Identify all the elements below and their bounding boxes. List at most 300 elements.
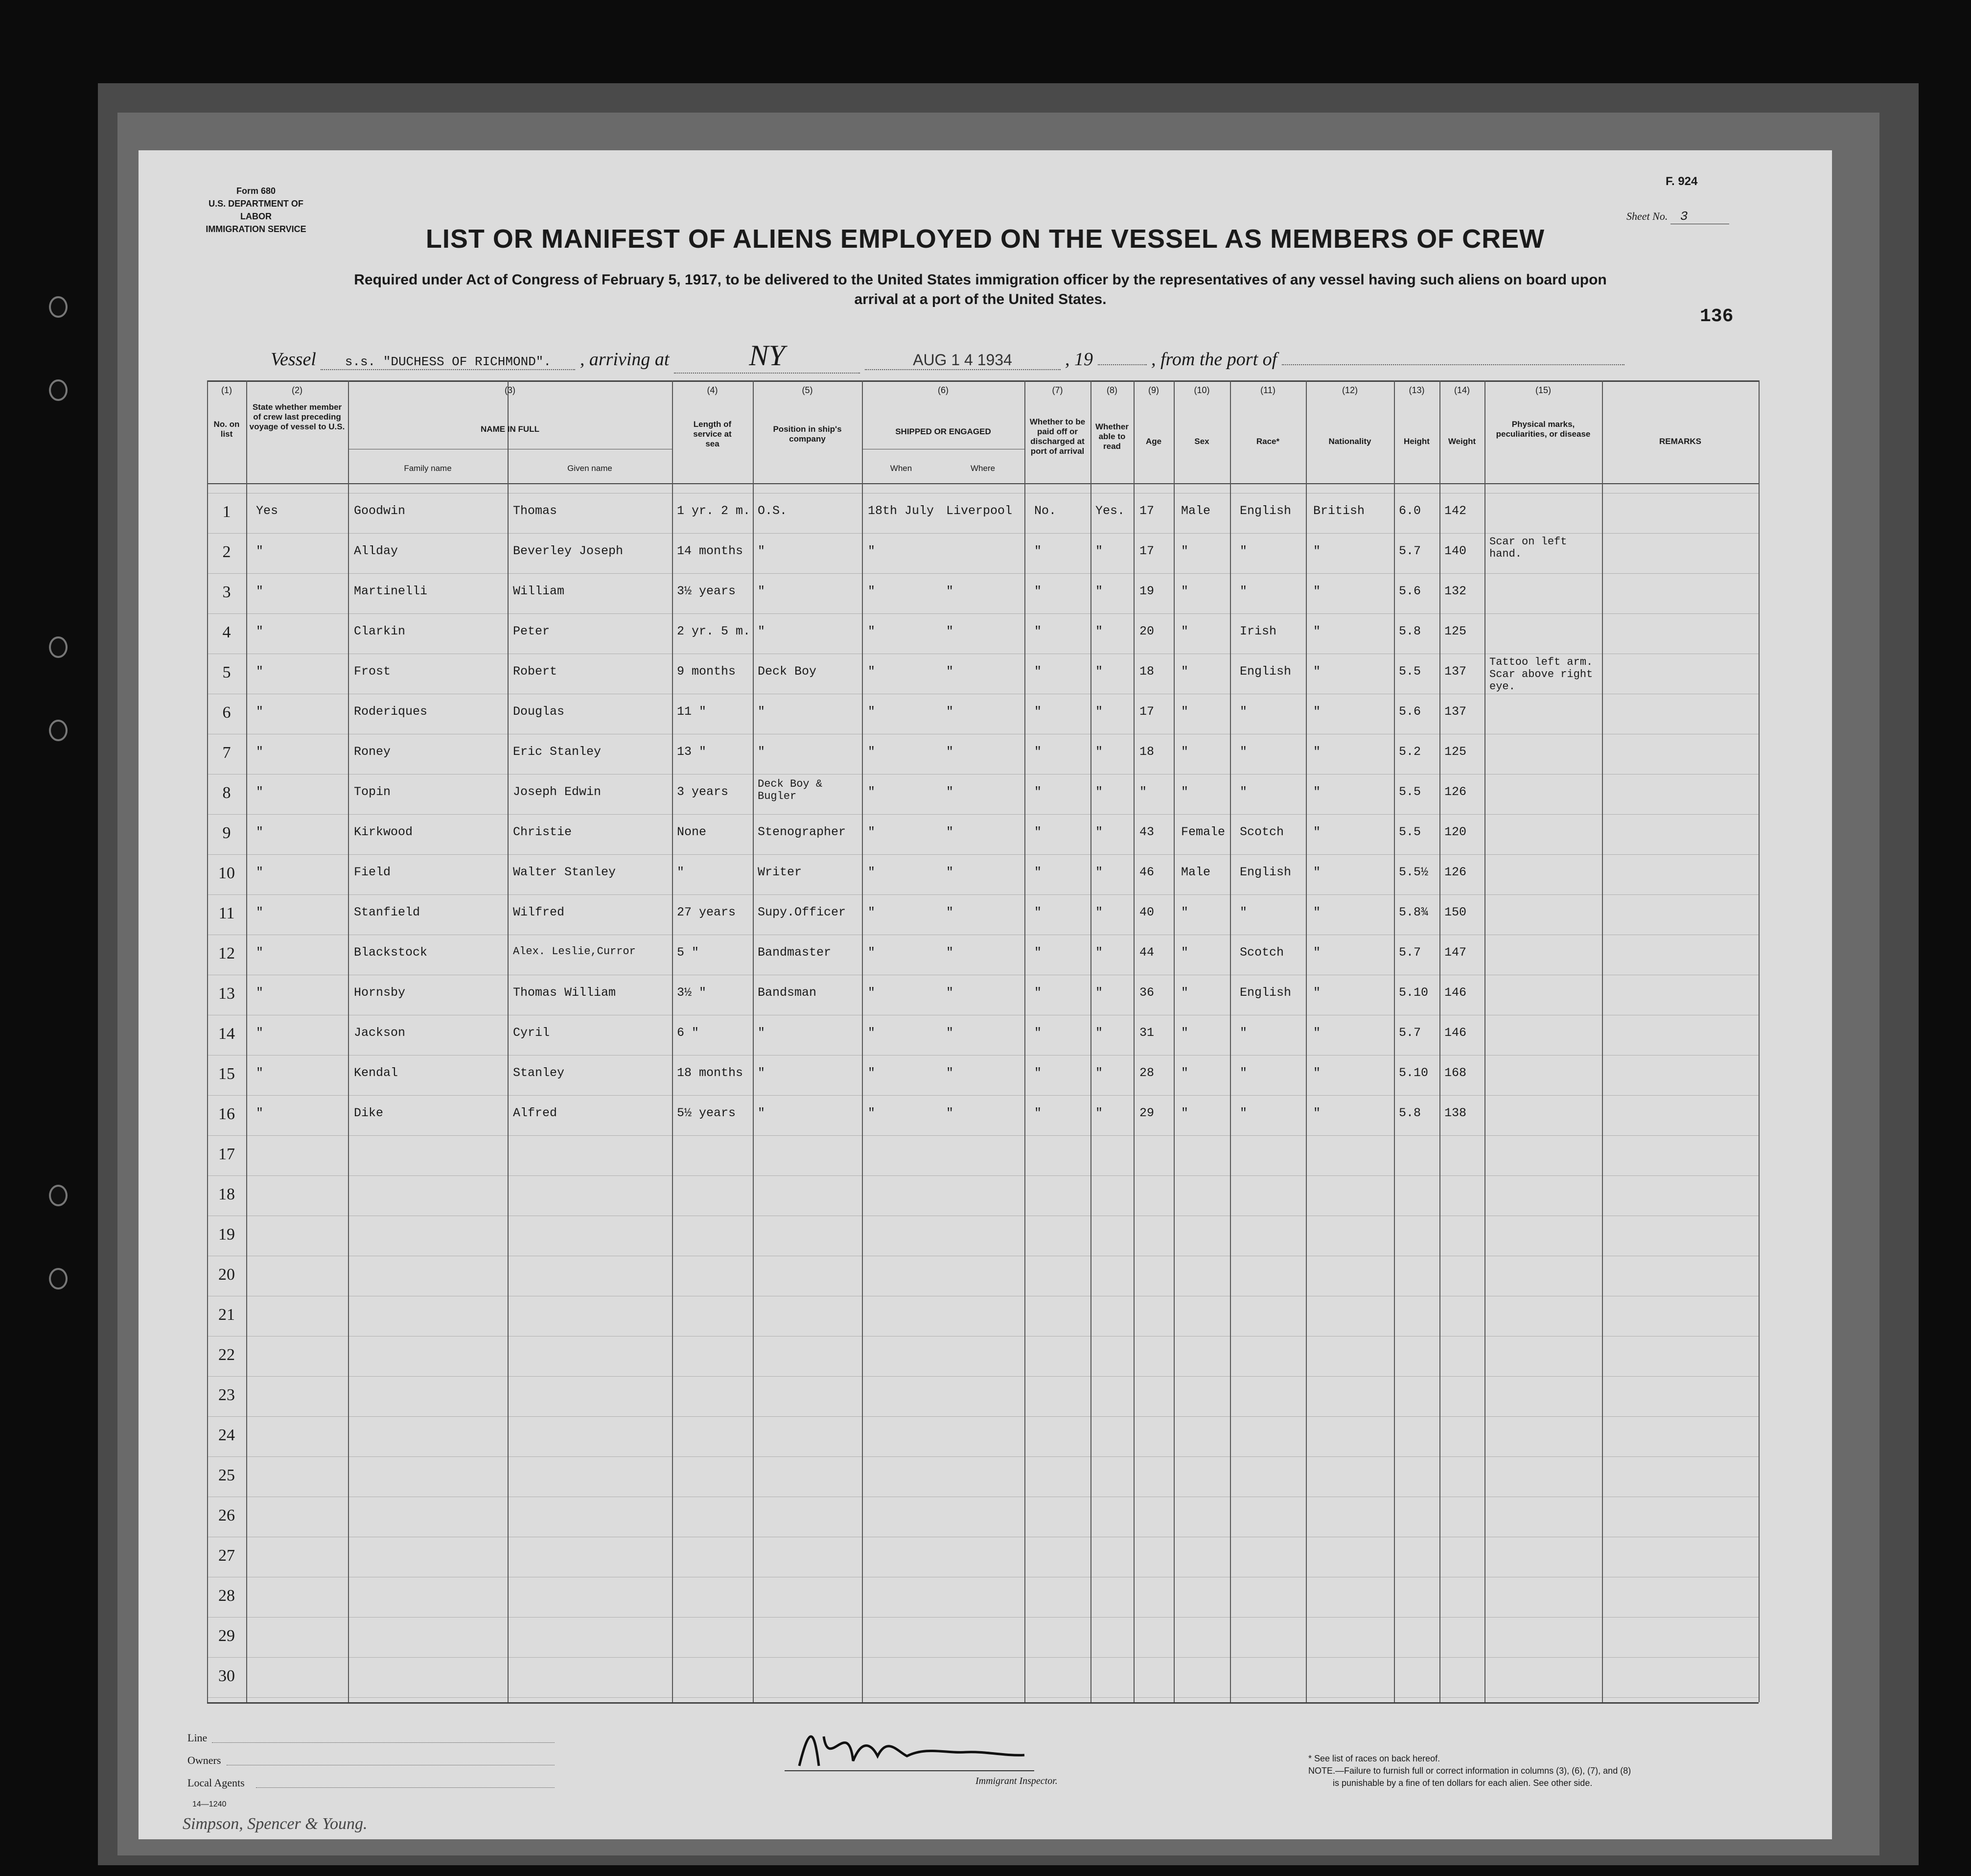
able-to-read-cell: "	[1095, 945, 1103, 960]
f-number: F. 924	[1666, 175, 1698, 188]
department-name: U.S. DEPARTMENT OF LABOR	[209, 199, 303, 221]
able-to-read-cell: "	[1095, 624, 1103, 638]
position-cell: "	[758, 544, 765, 558]
height-cell: 5.6	[1399, 584, 1421, 598]
sex-cell: "	[1181, 985, 1189, 1000]
previous-voyage-cell: "	[256, 584, 264, 598]
given-name-cell: Peter	[513, 624, 550, 638]
col-num-15: (15)	[1535, 385, 1551, 395]
nationality-cell: "	[1313, 544, 1321, 558]
col-head-no: No. on list	[213, 420, 240, 439]
shipped-when-cell: "	[868, 945, 876, 960]
paid-off-cell: "	[1034, 584, 1042, 598]
binder-hole	[49, 636, 68, 658]
able-to-read-cell: "	[1095, 905, 1103, 919]
height-cell: 5.7	[1399, 945, 1421, 960]
shipped-when-cell: 18th July	[868, 504, 934, 518]
able-to-read-cell: "	[1095, 1106, 1103, 1120]
row-number: 30	[218, 1667, 235, 1685]
nationality-cell: British	[1313, 504, 1365, 518]
height-cell: 5.7	[1399, 544, 1421, 558]
binder-hole	[49, 379, 68, 401]
height-cell: 5.5½	[1399, 865, 1429, 879]
position-cell: Writer	[758, 865, 802, 879]
paid-off-cell: "	[1034, 1106, 1042, 1120]
age-cell: 17	[1139, 504, 1155, 518]
sheet-number: 3	[1670, 209, 1729, 224]
sheet-label: Sheet No.	[1626, 210, 1668, 222]
shipped-where-cell: "	[946, 945, 954, 960]
col-num-4: (4)	[707, 385, 718, 395]
age-cell: 36	[1139, 985, 1155, 1000]
family-name-cell: Field	[354, 865, 391, 879]
position-cell: Bandmaster	[758, 945, 832, 960]
family-name-cell: Topin	[354, 785, 391, 799]
shipped-when-cell: "	[868, 985, 876, 1000]
row-number: 29	[218, 1627, 235, 1645]
family-name-cell: Frost	[354, 664, 391, 679]
col-head-race: Race*	[1256, 437, 1280, 446]
shipped-where-cell: "	[946, 1106, 954, 1120]
binder-hole	[49, 720, 68, 741]
nationality-cell: "	[1313, 865, 1321, 879]
row-number: 8	[222, 784, 231, 802]
given-name-cell: Stanley	[513, 1066, 565, 1080]
race-cell: English	[1240, 985, 1292, 1000]
row-number: 2	[222, 543, 231, 561]
given-name-cell: Cyril	[513, 1026, 550, 1040]
col-head-given-name: Given name	[567, 464, 612, 473]
paid-off-cell: "	[1034, 865, 1042, 879]
shipped-when-cell: "	[868, 704, 876, 719]
col-head-when: When	[890, 464, 912, 473]
service-length-cell: 5 "	[677, 945, 699, 960]
paid-off-cell: "	[1034, 945, 1042, 960]
paid-off-cell: "	[1034, 745, 1042, 759]
manifest-subtitle	[222, 270, 1739, 309]
weight-cell: 126	[1444, 865, 1467, 879]
shipped-when-cell: "	[868, 1106, 876, 1120]
service-length-cell: 18 months	[677, 1066, 743, 1080]
paid-off-cell: No.	[1034, 504, 1057, 518]
col-num-10: (10)	[1194, 385, 1210, 395]
manifest-title: LIST OR MANIFEST OF ALIENS EMPLOYED ON THE VESSEL AS MEMBERS OF CREW	[425, 224, 1545, 254]
col-num-1: (1)	[221, 385, 232, 395]
sex-cell: "	[1181, 785, 1189, 799]
vessel-name: s.s. "DUCHESS OF RICHMOND".	[321, 354, 575, 370]
shipped-when-cell: "	[868, 624, 876, 638]
previous-voyage-cell: "	[256, 664, 264, 679]
sex-cell: "	[1181, 945, 1189, 960]
service-length-cell: None	[677, 825, 707, 839]
family-name-cell: Clarkin	[354, 624, 406, 638]
sex-cell: "	[1181, 544, 1189, 558]
age-cell: 29	[1139, 1106, 1155, 1120]
row-number: 25	[218, 1466, 235, 1484]
col-num-8: (8)	[1107, 385, 1117, 395]
position-cell: "	[758, 584, 765, 598]
height-cell: 5.10	[1399, 1066, 1429, 1080]
shipped-where-cell: "	[946, 584, 954, 598]
position-cell: O.S.	[758, 504, 788, 518]
service-length-cell: 3 years	[677, 785, 729, 799]
sex-cell: "	[1181, 624, 1189, 638]
shipped-where-cell: "	[946, 624, 954, 638]
service-length-cell: 2 yr. 5 m.	[677, 624, 751, 638]
service-length-cell: 6 "	[677, 1026, 699, 1040]
able-to-read-cell: "	[1095, 664, 1103, 679]
position-cell: "	[758, 1066, 765, 1080]
col-head-sex: Sex	[1194, 437, 1209, 446]
able-to-read-cell: "	[1095, 745, 1103, 759]
local-agents-label: Local Agents	[187, 1777, 245, 1789]
position-cell: Deck Boy	[758, 664, 817, 679]
age-cell: 17	[1139, 544, 1155, 558]
row-number: 21	[218, 1306, 235, 1324]
age-cell: "	[1139, 785, 1147, 799]
row-number: 3	[222, 583, 231, 601]
able-to-read-cell: "	[1095, 1066, 1103, 1080]
col-head-family-name: Family name	[404, 464, 452, 473]
binder-hole	[49, 1268, 68, 1290]
paid-off-cell: "	[1034, 624, 1042, 638]
row-number: 23	[218, 1386, 235, 1404]
family-name-cell: Roderiques	[354, 704, 428, 719]
service-length-cell: 3½ "	[677, 985, 707, 1000]
weight-cell: 142	[1444, 504, 1467, 518]
col-num-3: (3)	[505, 385, 515, 395]
race-cell: "	[1240, 785, 1248, 799]
able-to-read-cell: Yes.	[1095, 504, 1125, 518]
height-cell: 5.2	[1399, 745, 1421, 759]
shipped-where-cell: "	[946, 985, 954, 1000]
nationality-cell: "	[1313, 945, 1321, 960]
height-cell: 5.8	[1399, 1106, 1421, 1120]
shipped-when-cell: "	[868, 1066, 876, 1080]
sex-cell: "	[1181, 1026, 1189, 1040]
paid-off-cell: "	[1034, 985, 1042, 1000]
penalty-note-1: NOTE.—Failure to furnish full or correct information in columns (3), (6), (7), and (8)	[1308, 1766, 1631, 1776]
previous-voyage-cell: Yes	[256, 504, 278, 518]
crew-table	[207, 380, 1759, 1702]
able-to-read-cell: "	[1095, 825, 1103, 839]
previous-voyage-cell: "	[256, 624, 264, 638]
sex-cell: "	[1181, 905, 1189, 919]
race-cell: "	[1240, 704, 1248, 719]
race-cell: English	[1240, 865, 1292, 879]
year-label: , 19	[1065, 349, 1093, 370]
row-number: 5	[222, 663, 231, 681]
weight-cell: 168	[1444, 1066, 1467, 1080]
row-number: 18	[218, 1185, 235, 1203]
paid-off-cell: "	[1034, 704, 1042, 719]
col-head-shipped: SHIPPED OR ENGAGED	[895, 427, 991, 436]
col-num-6: (6)	[938, 385, 949, 395]
print-code: 14—1240	[192, 1800, 227, 1808]
height-cell: 5.7	[1399, 1026, 1421, 1040]
position-cell: "	[758, 704, 765, 719]
sex-cell: "	[1181, 584, 1189, 598]
height-cell: 5.6	[1399, 704, 1421, 719]
family-name-cell: Martinelli	[354, 584, 428, 598]
inspector-label: Immigrant Inspector.	[975, 1776, 1058, 1786]
previous-voyage-cell: "	[256, 704, 264, 719]
shipped-when-cell: "	[868, 544, 876, 558]
page-number: 136	[1700, 306, 1734, 327]
paid-off-cell: "	[1034, 544, 1042, 558]
shipped-where-cell: "	[946, 704, 954, 719]
col-head-physical-marks: Physical marks, peculiarities, or disease	[1496, 420, 1591, 439]
col-num-12: (12)	[1342, 385, 1358, 395]
service-length-cell: 9 months	[677, 664, 736, 679]
row-number: 11	[218, 904, 235, 922]
nationality-cell: "	[1313, 905, 1321, 919]
able-to-read-cell: "	[1095, 1026, 1103, 1040]
previous-voyage-cell: "	[256, 544, 264, 558]
physical-marks-cell: Scar on left hand.	[1489, 536, 1567, 560]
col-head-able-to-read: Whether able to read	[1095, 422, 1129, 451]
row-number: 15	[218, 1065, 235, 1083]
shipped-when-cell: "	[868, 905, 876, 919]
paid-off-cell: "	[1034, 785, 1042, 799]
handwritten-agents: Simpson, Spencer & Young.	[183, 1815, 368, 1833]
nationality-cell: "	[1313, 584, 1321, 598]
col-head-position: Position in ship's company	[773, 424, 842, 444]
col-num-5: (5)	[802, 385, 813, 395]
nationality-cell: "	[1313, 1026, 1321, 1040]
service-length-cell: "	[677, 865, 685, 879]
race-cell: Scotch	[1240, 945, 1284, 960]
arriving-port: NY	[674, 339, 860, 374]
weight-cell: 126	[1444, 785, 1467, 799]
age-cell: 18	[1139, 745, 1155, 759]
col-head-remarks: REMARKS	[1659, 437, 1701, 446]
race-cell: "	[1240, 905, 1248, 919]
binder-hole	[49, 1185, 68, 1206]
height-cell: 5.5	[1399, 785, 1421, 799]
weight-cell: 125	[1444, 624, 1467, 638]
previous-voyage-cell: "	[256, 865, 264, 879]
service-length-cell: 3½ years	[677, 584, 736, 598]
physical-marks-cell: Tattoo left arm. Scar above right eye.	[1489, 656, 1593, 693]
col-head-nationality: Nationality	[1328, 437, 1371, 446]
shipped-when-cell: "	[868, 745, 876, 759]
race-cell: "	[1240, 1026, 1248, 1040]
family-name-cell: Blackstock	[354, 945, 428, 960]
given-name-cell: Thomas	[513, 504, 557, 518]
position-cell: Deck Boy & Bugler	[758, 778, 823, 802]
age-cell: 40	[1139, 905, 1155, 919]
nationality-cell: "	[1313, 985, 1321, 1000]
line-label: Line	[187, 1732, 208, 1744]
given-name-cell: Walter Stanley	[513, 865, 616, 879]
sex-cell: Male	[1181, 865, 1211, 879]
race-cell: "	[1240, 1106, 1248, 1120]
nationality-cell: "	[1313, 624, 1321, 638]
family-name-cell: Kirkwood	[354, 825, 413, 839]
nationality-cell: "	[1313, 745, 1321, 759]
binder-hole	[49, 296, 68, 318]
row-number: 26	[218, 1506, 235, 1524]
service-length-cell: 5½ years	[677, 1106, 736, 1120]
sex-cell: "	[1181, 1066, 1189, 1080]
family-name-cell: Dike	[354, 1106, 384, 1120]
col-num-13: (13)	[1409, 385, 1425, 395]
nationality-cell: "	[1313, 785, 1321, 799]
shipped-where-cell: "	[946, 905, 954, 919]
arriving-label: , arriving at	[580, 349, 670, 370]
row-number: 19	[218, 1225, 235, 1243]
service-length-cell: 1 yr. 2 m.	[677, 504, 751, 518]
row-number: 12	[218, 944, 235, 962]
given-name-cell: Joseph Edwin	[513, 785, 602, 799]
paid-off-cell: "	[1034, 1066, 1042, 1080]
paid-off-cell: "	[1034, 825, 1042, 839]
race-cell: English	[1240, 664, 1292, 679]
given-name-cell: Douglas	[513, 704, 565, 719]
col-num-2: (2)	[292, 385, 302, 395]
shipped-where-cell: Liverpool	[946, 504, 1013, 518]
shipped-when-cell: "	[868, 584, 876, 598]
family-name-cell: Stanfield	[354, 905, 420, 919]
col-num-7: (7)	[1052, 385, 1063, 395]
family-name-cell: Goodwin	[354, 504, 406, 518]
race-cell: "	[1240, 745, 1248, 759]
shipped-when-cell: "	[868, 825, 876, 839]
row-number: 20	[218, 1266, 235, 1284]
row-number: 7	[222, 744, 231, 762]
sex-cell: Female	[1181, 825, 1226, 839]
shipped-when-cell: "	[868, 1026, 876, 1040]
row-number: 16	[218, 1105, 235, 1123]
row-number: 9	[222, 824, 231, 842]
given-name-cell: Beverley Joseph	[513, 544, 624, 558]
nationality-cell: "	[1313, 825, 1321, 839]
position-cell: "	[758, 1026, 765, 1040]
age-cell: 46	[1139, 865, 1155, 879]
weight-cell: 125	[1444, 745, 1467, 759]
weight-cell: 146	[1444, 1026, 1467, 1040]
sex-cell: "	[1181, 1106, 1189, 1120]
weight-cell: 146	[1444, 985, 1467, 1000]
given-name-cell: Alex. Leslie,Curror	[513, 945, 636, 958]
family-name-cell: Hornsby	[354, 985, 406, 1000]
shipped-where-cell: "	[946, 825, 954, 839]
row-number: 28	[218, 1587, 235, 1605]
shipped-where-cell: "	[946, 785, 954, 799]
race-cell: Irish	[1240, 624, 1277, 638]
age-cell: 18	[1139, 664, 1155, 679]
previous-voyage-cell: "	[256, 825, 264, 839]
race-note: * See list of races on back hereof.	[1308, 1754, 1440, 1763]
weight-cell: 132	[1444, 584, 1467, 598]
weight-cell: 150	[1444, 905, 1467, 919]
able-to-read-cell: "	[1095, 785, 1103, 799]
weight-cell: 147	[1444, 945, 1467, 960]
col-num-14: (14)	[1454, 385, 1470, 395]
weight-cell: 137	[1444, 664, 1467, 679]
row-number: 22	[218, 1346, 235, 1364]
col-head-age: Age	[1145, 437, 1162, 446]
inspector-signature	[780, 1707, 1034, 1785]
col-head-name: NAME IN FULL	[481, 424, 539, 434]
able-to-read-cell: "	[1095, 544, 1103, 558]
position-cell: "	[758, 1106, 765, 1120]
service-length-cell: 11 "	[677, 704, 707, 719]
weight-cell: 140	[1444, 544, 1467, 558]
previous-voyage-cell: "	[256, 745, 264, 759]
age-cell: 17	[1139, 704, 1155, 719]
col-head-paid-off: Whether to be paid off or discharged at port of arrival	[1029, 417, 1086, 456]
given-name-cell: Thomas William	[513, 985, 616, 1000]
sex-cell: "	[1181, 664, 1189, 679]
previous-voyage-cell: "	[256, 945, 264, 960]
previous-voyage-cell: "	[256, 905, 264, 919]
sex-cell: "	[1181, 745, 1189, 759]
height-cell: 6.0	[1399, 504, 1421, 518]
shipped-where-cell: "	[946, 664, 954, 679]
col-head-where: Where	[970, 464, 996, 473]
shipped-where-cell: "	[946, 1066, 954, 1080]
service-length-cell: 14 months	[677, 544, 743, 558]
sex-cell: Male	[1181, 504, 1211, 518]
row-number: 10	[218, 864, 235, 882]
position-cell: Stenographer	[758, 825, 846, 839]
vessel-line	[271, 339, 1768, 372]
given-name-cell: Eric Stanley	[513, 745, 602, 759]
given-name-cell: Robert	[513, 664, 557, 679]
given-name-cell: William	[513, 584, 565, 598]
paid-off-cell: "	[1034, 1026, 1042, 1040]
weight-cell: 120	[1444, 825, 1467, 839]
row-number: 6	[222, 704, 231, 722]
shipped-where-cell: "	[946, 745, 954, 759]
owners-label: Owners	[187, 1754, 221, 1766]
penalty-note-2: is punishable by a fine of ten dollars for each alien. See other side.	[1333, 1778, 1593, 1788]
row-number: 13	[218, 985, 235, 1003]
col-num-9: (9)	[1148, 385, 1159, 395]
service-length-cell: 27 years	[677, 905, 736, 919]
col-head-service: Length of service at sea	[693, 420, 732, 448]
race-cell: Scotch	[1240, 825, 1284, 839]
age-cell: 19	[1139, 584, 1155, 598]
able-to-read-cell: "	[1095, 704, 1103, 719]
race-cell: "	[1240, 544, 1248, 558]
age-cell: 44	[1139, 945, 1155, 960]
height-cell: 5.10	[1399, 985, 1429, 1000]
age-cell: 28	[1139, 1066, 1155, 1080]
previous-voyage-cell: "	[256, 1106, 264, 1120]
given-name-cell: Christie	[513, 825, 572, 839]
position-cell: Supy.Officer	[758, 905, 846, 919]
paid-off-cell: "	[1034, 905, 1042, 919]
nationality-cell: "	[1313, 1106, 1321, 1120]
age-cell: 31	[1139, 1026, 1155, 1040]
previous-voyage-cell: "	[256, 785, 264, 799]
subtitle-line-2: arrival at a port of the United States.	[854, 291, 1107, 307]
col-num-11: (11)	[1260, 385, 1275, 395]
vessel-label: Vessel	[271, 349, 316, 370]
age-cell: 20	[1139, 624, 1155, 638]
shipped-when-cell: "	[868, 664, 876, 679]
shipped-where-cell: "	[946, 865, 954, 879]
position-cell: "	[758, 745, 765, 759]
shipped-when-cell: "	[868, 865, 876, 879]
row-number: 17	[218, 1145, 235, 1163]
shipped-where-cell: "	[946, 1026, 954, 1040]
col-head-height: Height	[1404, 437, 1430, 446]
race-cell: "	[1240, 1066, 1248, 1080]
